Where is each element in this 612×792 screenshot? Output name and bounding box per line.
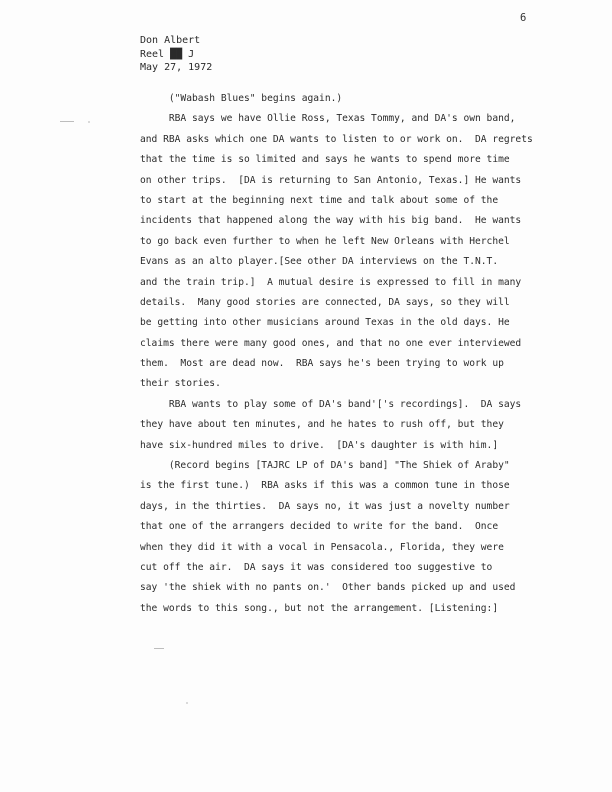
body-line: the words to this song., but not the arrangement. [Listening:] [140, 602, 499, 614]
body-line: details. Many good stories are connected, DA says, so they will [140, 296, 510, 308]
body-line: to go back even further to when he left New Orleans with Herchel [140, 235, 510, 247]
body-line: have six-hundred miles to drive. [DA's daughter is with him.] [140, 439, 499, 451]
scan-speck [186, 702, 188, 704]
interviewee-name: Don Albert [140, 35, 201, 46]
scan-speck [88, 121, 90, 123]
body-line: cut off the air. DA says it was considered too suggestive to [140, 561, 493, 573]
body-line: days, in the thirties. DA says no, it was just a novelty number [140, 500, 510, 512]
transcript-body [140, 89, 580, 619]
body-line: their stories. [140, 378, 221, 390]
page-number: 6 [520, 12, 527, 24]
body-line: and RBA asks which one DA wants to listen to or work on. DA regrets [140, 133, 533, 145]
body-line: to start at the beginning next time and talk about some of the [140, 194, 499, 206]
body-line: they have about ten minutes, and he hates to rush off, but they [140, 419, 504, 431]
body-line: them. Most are dead now. RBA says he's been trying to work up [140, 358, 504, 370]
body-line: RBA says we have Ollie Ross, Texas Tommy, and DA's own band, [140, 113, 516, 125]
body-line: say 'the shiek with no pants on.' Other bands picked up and used [140, 582, 516, 594]
body-line: that the time is so limited and says he wants to spend more time [140, 154, 510, 166]
body-line: is the first tune.) RBA asks if this was a common tune in those [140, 480, 510, 492]
reel-number: Reel ██ J [140, 48, 195, 60]
body-line: on other trips. [DA is returning to San Antonio, Texas.] He wants [140, 174, 522, 186]
body-line: claims there were many good ones, and that no one ever interviewed [140, 337, 522, 349]
body-line: RBA wants to play some of DA's band'['s recordings]. DA says [140, 398, 522, 410]
body-line: when they did it with a vocal in Pensacola., Florida, they were [140, 541, 504, 553]
body-line: be getting into other musicians around Texas in the old days. He [140, 317, 510, 329]
body-line: (Record begins [TAJRC LP of DA's band] "The Shiek of Araby" [140, 460, 510, 472]
scan-mark [60, 121, 74, 122]
body-line: Evans as an alto player.[See other DA interviews on the T.N.T. [140, 256, 499, 268]
transcript-header [140, 34, 212, 75]
scan-mark [154, 648, 164, 649]
interview-date: May 27, 1972 [140, 62, 213, 73]
body-line: incidents that happened along the way with his big band. He wants [140, 215, 522, 227]
body-line: ("Wabash Blues" begins again.) [140, 93, 343, 104]
body-line: and the train trip.] A mutual desire is expressed to fill in many [140, 276, 522, 288]
body-line: that one of the arrangers decided to write for the band. Once [140, 521, 499, 533]
